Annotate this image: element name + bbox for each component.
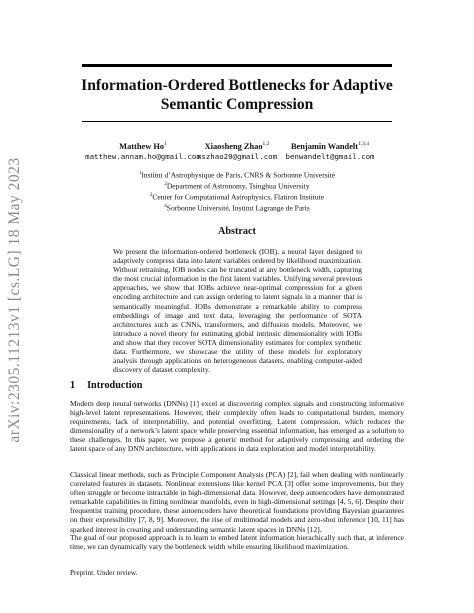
intro-paragraph: The goal of our proposed approach is to learn to embed latent information hierachically such that, at inference time, we can dynamically vary the bottleneck width while ensuring likelihood maximization.: [70, 533, 404, 552]
affiliation-line: [120, 169, 354, 180]
author-name: Matthew Ho: [119, 141, 165, 151]
author-email[interactable]: xszhao20@gmail.com: [196, 151, 278, 161]
title-top-rule: [82, 64, 392, 67]
author-block: [262, 139, 395, 162]
author-affil-sup: 1,2: [262, 141, 270, 147]
affiliation-text: Institut d’Astrophysique de Paris, CNRS & Sorbonne Université: [141, 170, 336, 180]
author-email[interactable]: benwandelt@gmail.com: [285, 151, 375, 161]
affiliation-sup: 1: [138, 171, 142, 176]
author-name: Benjamin Wandelt: [290, 141, 359, 151]
affiliation-line: [120, 191, 354, 202]
section-title: Introduction: [87, 380, 143, 391]
affiliation-text: Sorbonne Université, Institut Lagrange de Paris: [166, 203, 310, 213]
intro-paragraph: Classical linear methods, such as Principle Component Analysis (PCA) [2], fail when dealing with nonlinearly correlated features in datasets. Nonlinear extensions like kernel PCA [3] offer some improvements, but they often struggle or become intractable in high-dimensional data. However, deep autoencoders have demonstrated remarkable capabilities in fitting nonlinear manifolds, even in high-dimensional settings [4, 5, 6]. Despite their frequentist training procedure, these autoencoders have theoretical foundations providing Bayesian guarantees on their expressibility [7, 8, 9]. Moreover, the rise of multimodal models and zero-shot inference [10, 11] has sparked interest in creating and understanding semantic latent spaces in DNNs [12].: [70, 470, 404, 534]
affiliation-line: [120, 180, 354, 191]
title-bottom-rule: [82, 121, 392, 122]
preprint-footer: Preprint. Under review.: [70, 569, 138, 577]
intro-paragraph: Modern deep neural networks (DNNs) [1] excel at discovering complex signals and constructing informative high-level latent representations. However, their complexity often leads to computational burden, memory requirements, lack of interpretability, and potential overfitting. Latent compression, which reduces the dimensionality of a network’s latent space while preserving essential information, has emerged as a solution to these challenges. In this paper, we propose a generic method for adaptively compressing and ordering the latent space of any DNN architecture, with applications in data exploration and model interpretability.: [70, 399, 404, 454]
section-heading: [70, 380, 142, 391]
affiliation-sup: 4: [164, 204, 167, 210]
affiliation-sup: 2: [164, 182, 167, 188]
affiliation-text: Center for Computational Astrophysics, Flatiron Institute: [152, 192, 325, 202]
arxiv-identifier: arXiv:2305.11213v1 [cs.LG] 18 May 2023: [6, 157, 23, 443]
affiliations: [120, 169, 354, 213]
abstract-text: We present the information-ordered bottleneck (IOB), a neural layer designed to adaptively compress data into latent variables ordered by likelihood maximization. Without retraining, IOB nodes can be truncated at any bottleneck width, capturing the most crucial information in the first latent variables. Unifying several previous approaches, we show that IOBs achieve near-optimal compression for a given encoding architecture and can assign ordering to latent signals in a manner that is semantically meaningful. IOBs demonstrate a remarkable ability to compress embeddings of image and text data, leveraging the performance of SOTA architectures such as CNNs, transformers, and diffusion models. Moreover, we introduce a novel theory for estimating global intrinsic dimensionality with IOBs and show that they recover SOTA dimensionality estimates for complex synthetic data. Furthermore, we showcase the utility of these models for exploratory analysis through applications on heterogeneous datasets, enabling computer-aided discovery of dataset complexity.: [113, 247, 362, 375]
title-line-1: Information-Ordered Bottlenecks for Adaptive: [81, 77, 393, 94]
author-email[interactable]: matthew.annam.ho@gmail.com: [85, 151, 201, 161]
paper-title: [70, 76, 404, 114]
affiliation-line: [120, 202, 354, 213]
affiliation-text: Department of Astronomy, Tsinghua University: [166, 181, 310, 191]
abstract-heading: Abstract: [218, 226, 256, 237]
author-affil-sup: 1: [164, 141, 167, 147]
title-line-2: Semantic Compression: [160, 96, 314, 113]
affiliation-sup: 3: [149, 193, 153, 199]
author-name: Xiaosheng Zhao: [204, 141, 263, 151]
author-affil-sup: 1,3,4: [358, 141, 370, 147]
section-number: 1: [70, 380, 76, 391]
arxiv-sidebar: [4, 150, 26, 450]
